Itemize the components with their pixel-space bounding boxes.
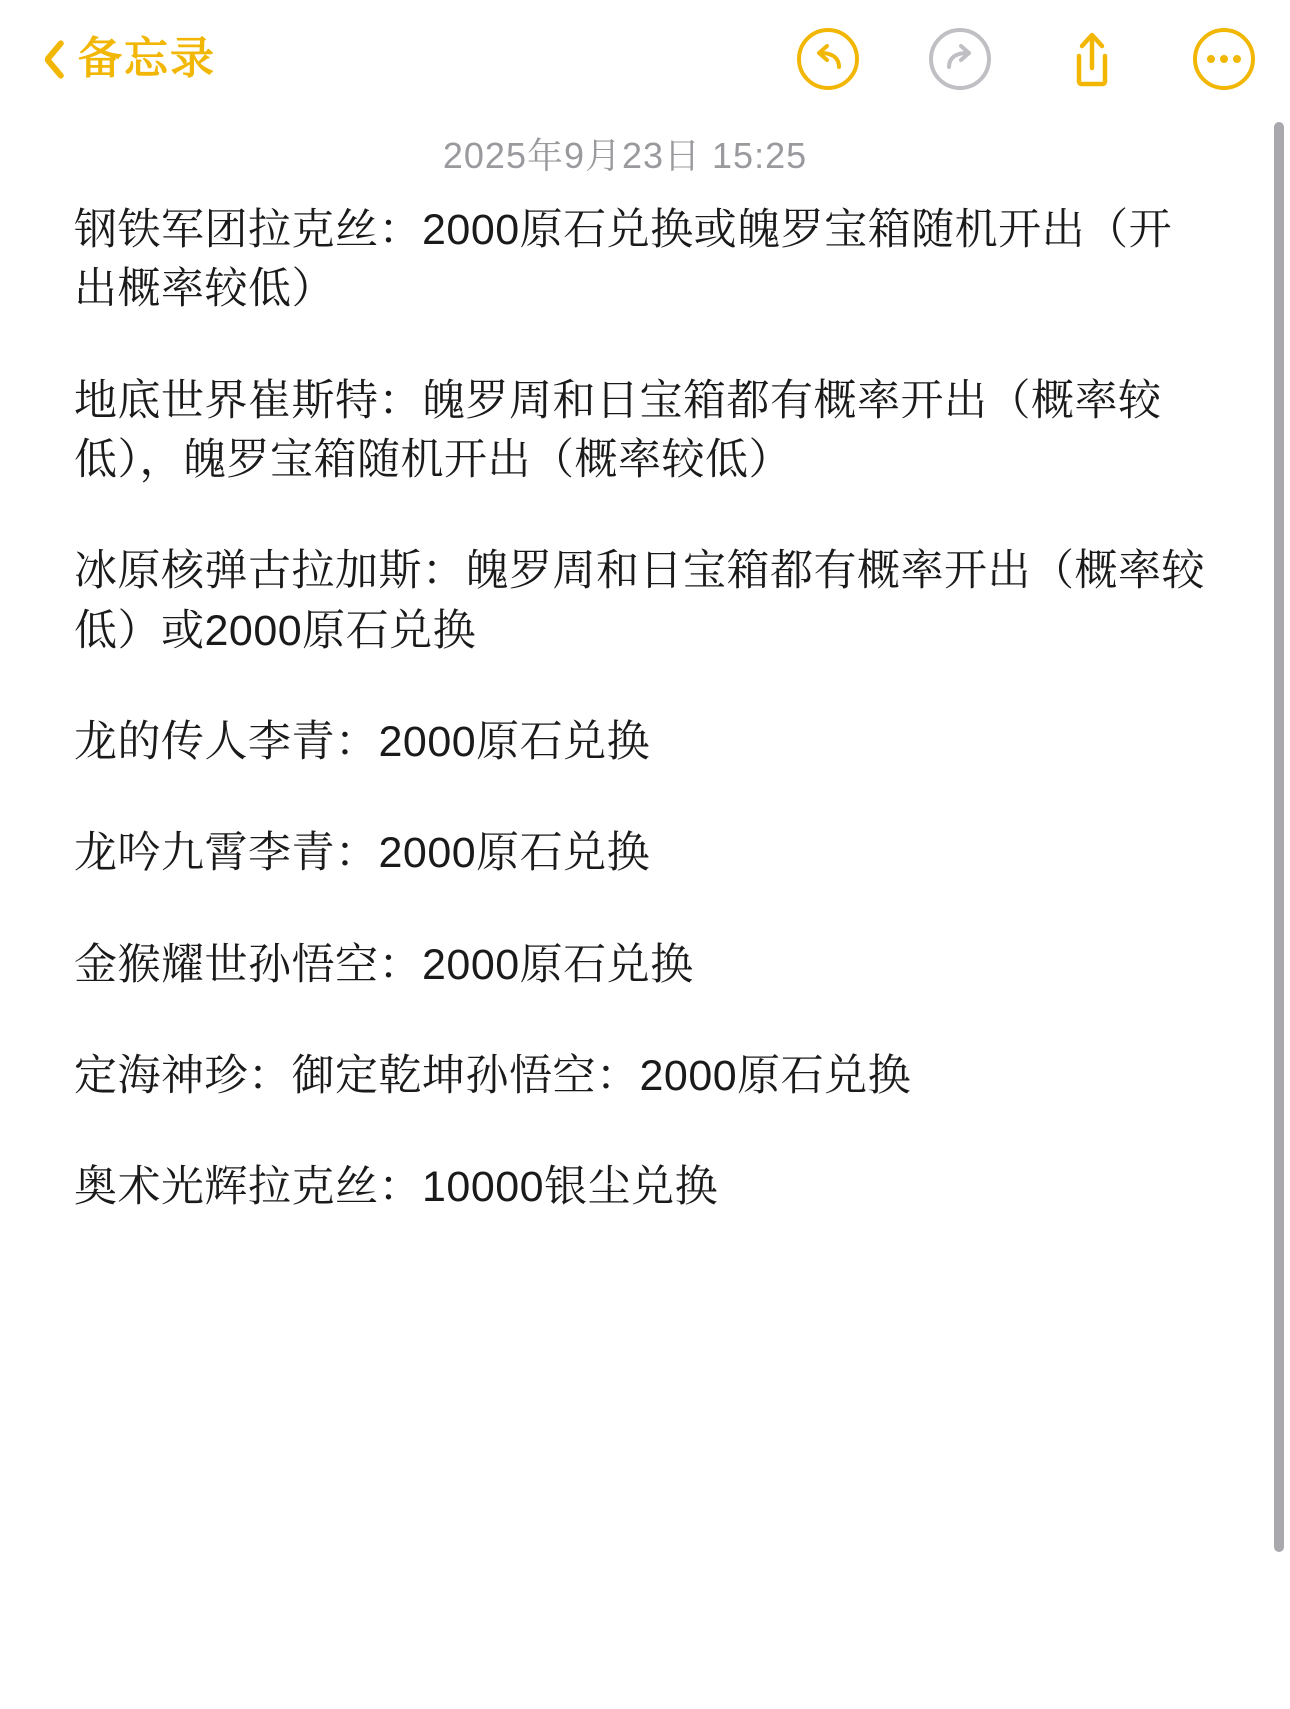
vertical-scrollbar[interactable] xyxy=(1274,122,1284,1682)
note-paragraph: 钢铁军团拉克丝：2000原石兑换或魄罗宝箱随机开出（开出概率较低） xyxy=(74,206,1173,314)
chevron-left-icon[interactable] xyxy=(30,32,64,86)
more-options-button[interactable] xyxy=(1188,23,1260,95)
note-paragraph: 奥术光辉拉克丝：10000银尘兑换 xyxy=(74,1163,719,1212)
share-button[interactable] xyxy=(1056,23,1128,95)
more-ellipsis-icon xyxy=(1191,26,1257,92)
back-button[interactable] xyxy=(30,32,216,86)
note-paragraph: 龙的传人李青：2000原石兑换 xyxy=(74,717,651,766)
toolbar-actions xyxy=(792,0,1260,118)
redo-button[interactable] xyxy=(924,23,996,95)
scrollbar-thumb[interactable] xyxy=(1274,122,1284,1552)
note-text-body[interactable] xyxy=(0,201,1290,1218)
note-timestamp: 2025年9月23日 15:25 xyxy=(442,135,808,176)
undo-button[interactable] xyxy=(792,23,864,95)
redo-icon xyxy=(927,26,993,92)
note-paragraph: 定海神珍：御定乾坤孙悟空：2000原石兑换 xyxy=(74,1051,912,1100)
note-paragraph: 冰原核弹古拉加斯：魄罗周和日宝箱都有概率开出（概率较低）或2000原石兑换 xyxy=(74,547,1205,655)
note-paragraph: 金猴耀世孙悟空：2000原石兑换 xyxy=(74,940,694,989)
note-content-area[interactable] xyxy=(0,128,1290,1218)
undo-icon xyxy=(795,26,861,92)
share-icon xyxy=(1059,26,1125,92)
app-title: 备忘录 xyxy=(78,34,216,83)
note-paragraph: 龙吟九霄李青：2000原石兑换 xyxy=(74,829,651,878)
top-navigation-bar xyxy=(0,0,1290,118)
note-paragraph: 地底世界崔斯特：魄罗周和日宝箱都有概率开出（概率较低），魄罗宝箱随机开出（概率较低） xyxy=(74,376,1162,484)
